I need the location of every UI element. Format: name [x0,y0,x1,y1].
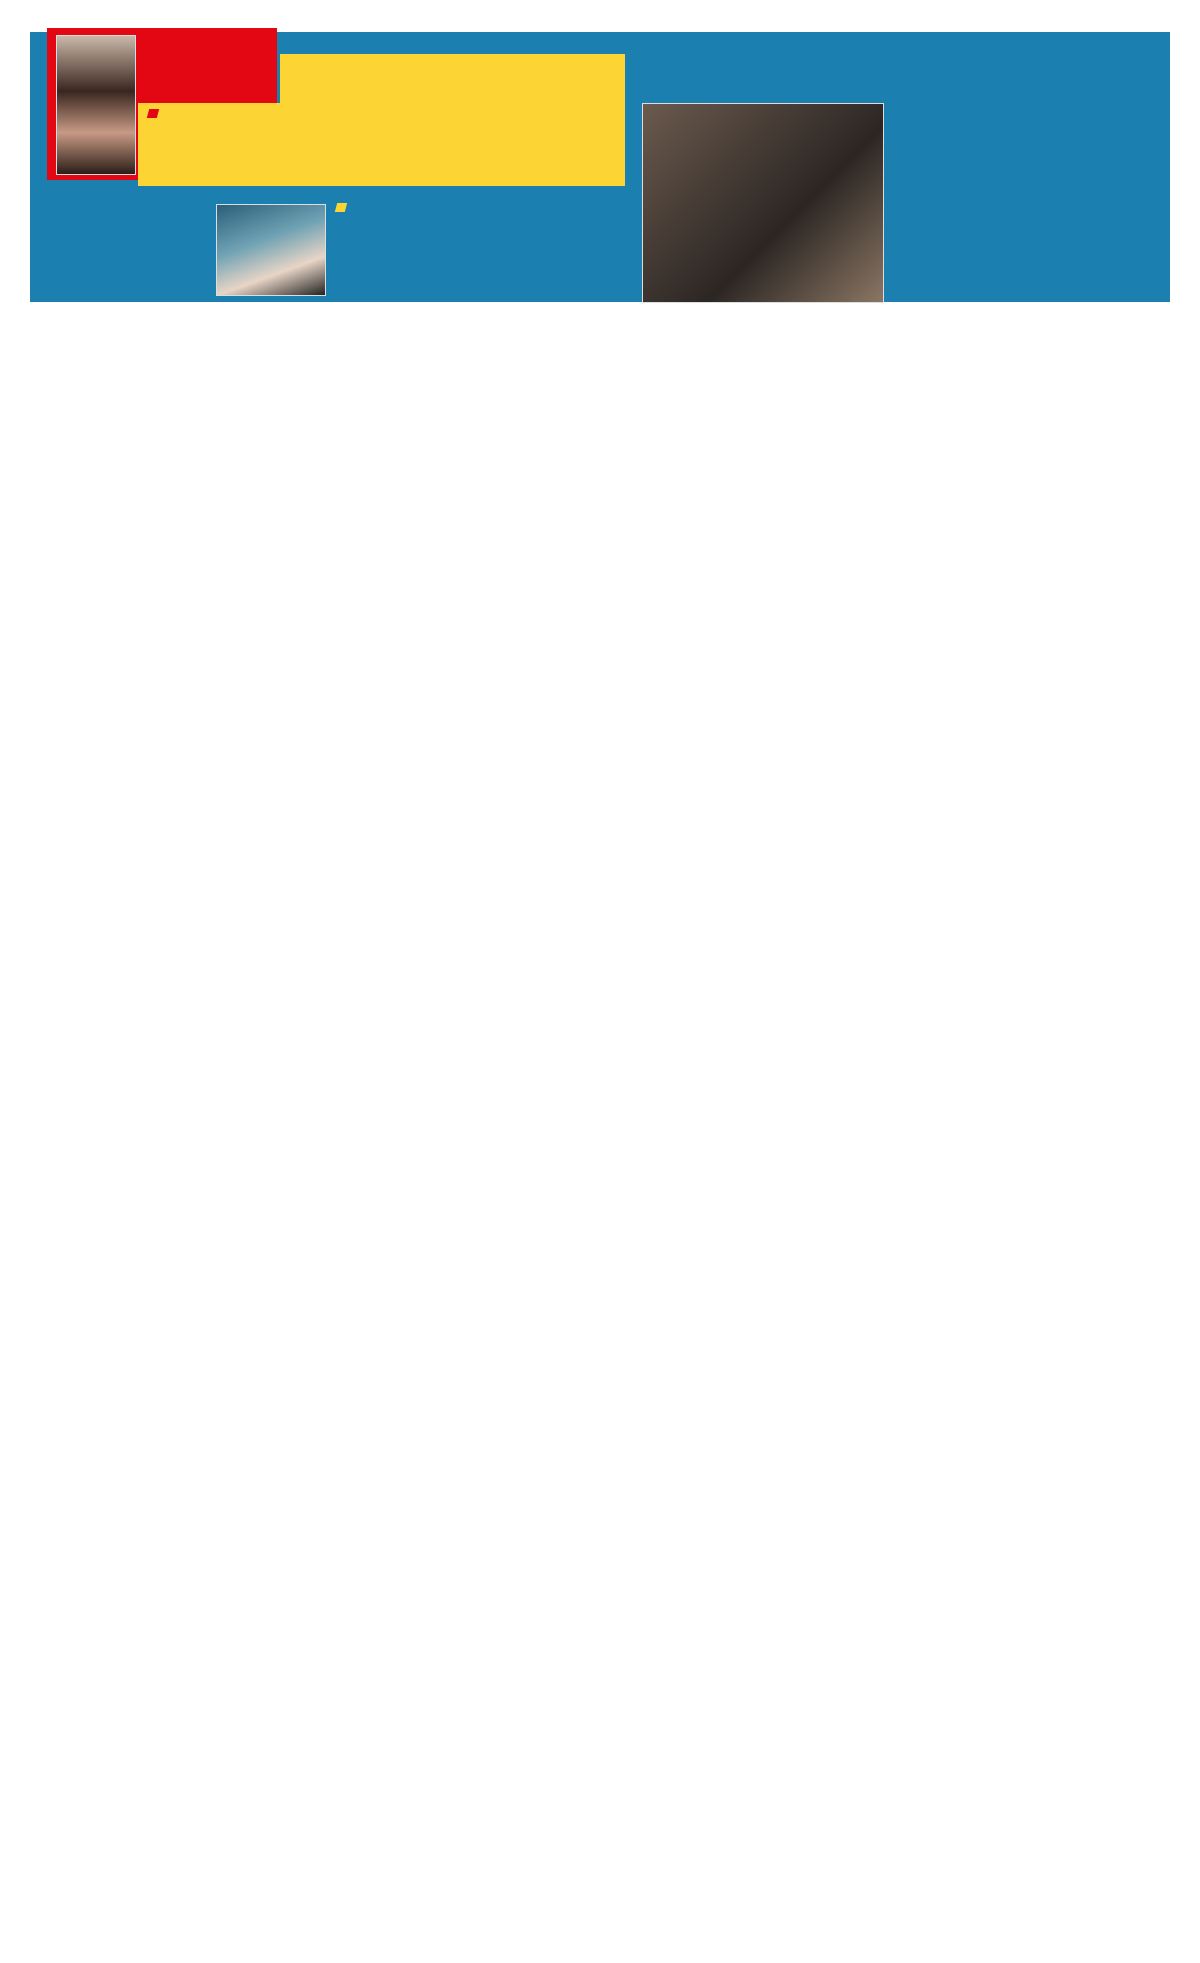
donation-headline-box [280,54,625,106]
donation-body [148,106,618,121]
turkish-couple-photo [642,103,884,303]
bullet-icon [335,203,347,212]
mosaic-body [336,200,626,215]
scott-photo [56,35,136,175]
bullet-icon [147,109,159,118]
mosaic-photo [216,204,326,296]
